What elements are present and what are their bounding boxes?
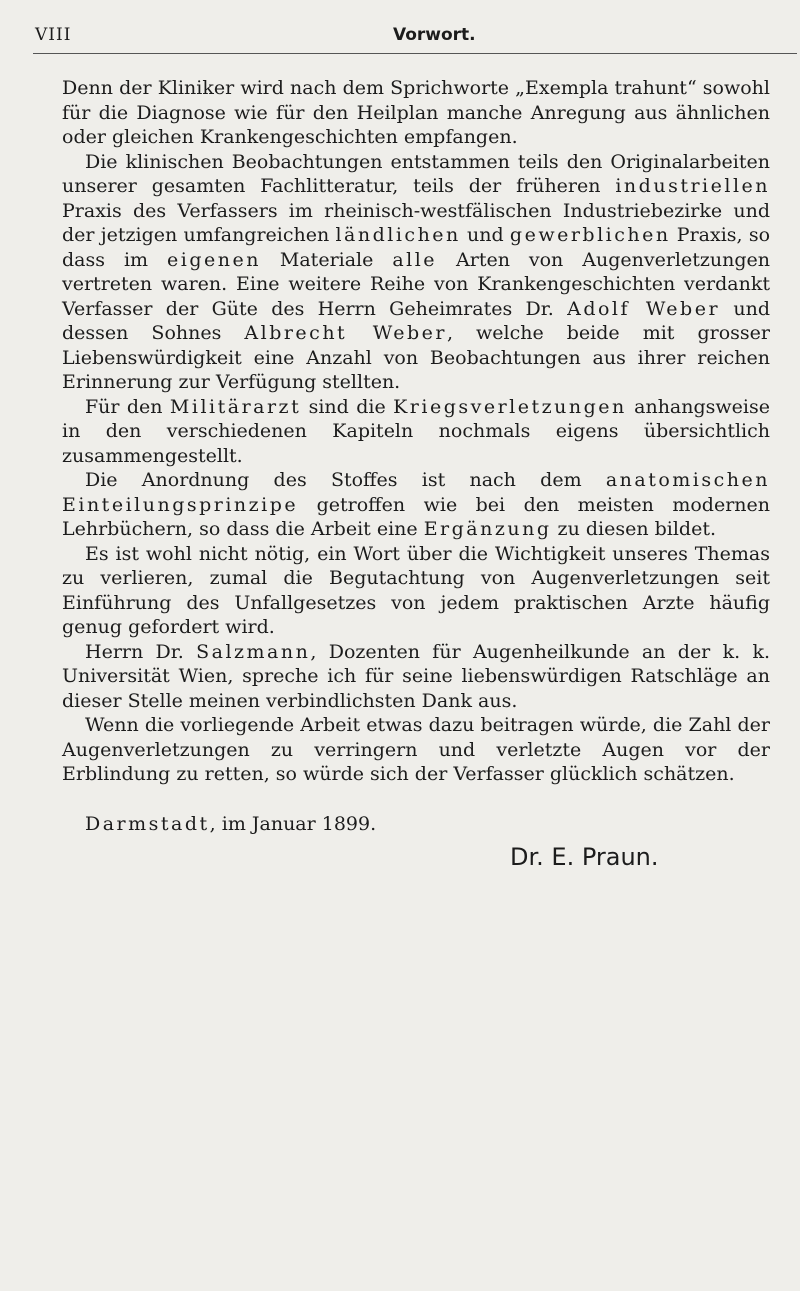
header-rule <box>33 53 797 54</box>
page-number: VIII <box>35 25 72 45</box>
emphasis: alle <box>392 248 438 271</box>
page-header <box>0 25 800 49</box>
emphasis: anatomischen Einteilungsprinzipe <box>62 469 770 516</box>
author-signature: Dr. E. Praun. <box>510 843 659 871</box>
preface-body <box>62 76 770 787</box>
person-name: Albrecht Weber <box>244 322 447 344</box>
emphasis: Kriegsverletzungen <box>393 395 627 418</box>
emphasis: gewerblichen <box>509 224 671 246</box>
running-title: Vorwort. <box>393 25 476 45</box>
person-name: Adolf Weber <box>567 297 721 320</box>
emphasis: Militärarzt <box>169 395 302 418</box>
date: , im Januar 1899. <box>209 813 377 835</box>
emphasis: eigenen <box>167 248 261 271</box>
emphasis: Ergänzung <box>423 518 552 540</box>
paragraph: Herrn Dr. Salzmann, Dozenten für Augenheilkunde an der k. k. Universität Wien, spreche ich für seine liebenswürdigen Ratschläge an dieser Stelle meinen verbindlichsten Dank aus. <box>62 640 770 712</box>
emphasis: ländlichen <box>335 224 461 246</box>
place-name: Darmstadt <box>85 813 210 835</box>
paragraph: Für den Militärarzt sind die Kriegsverletzungen anhangsweise in den verschiedenen Kapiteln nochmals eigens übersichtlich zusammengestellt. <box>62 395 770 467</box>
paragraph: Die klinischen Beobachtungen entstammen teils den Originalarbeiten unserer gesamten Fachlitteratur, teils der früheren industriellen Praxis des Verfassers im rheinisch-westfälischen Industriebezirke und der jetzigen umfangreichen ländlichen und gewerblichen Praxis, so dass im eigenen Materiale alle Arten von Augenverletzungen vertreten waren. Eine weitere Reihe von Krankengeschichten verdankt Verfasser der Güte des Herrn Geheimrates Dr. Adolf Weber und dessen Sohnes Albrecht Weber, welche beide mit grosser Liebenswürdigkeit eine Anzahl von Beobachtungen aus ihrer reichen Erinnerung zur Verfügung stellten. <box>62 150 771 393</box>
person-name: Salzmann <box>196 640 311 663</box>
paragraph: Es ist wohl nicht nötig, ein Wort über die Wichtigkeit unseres Themas zu verlieren, zumal die Begutachtung von Augenverletzungen seit Einführung des Unfallgesetzes von jedem praktischen Arzte häufig genug gefordert wird. <box>62 542 770 638</box>
paragraph: Wenn die vorliegende Arbeit etwas dazu beitragen würde, die Zahl der Augenverletzungen zu verringern und verletzte Augen vor der Erblindung zu retten, so würde sich der Verfasser glücklich schätzen. <box>62 714 770 785</box>
paragraph: Die Anordnung des Stoffes ist nach dem anatomischen Einteilungsprinzipe getroffen wie bei den meisten modernen Lehrbüchern, so dass die Arbeit eine Ergänzung zu diesen bildet. <box>62 469 770 540</box>
paragraph: Denn der Kliniker wird nach dem Sprichworte „Exempla trahunt“ sowohl für die Diagnose wie für den Heilplan manche Anregung aus ähnlichen oder gleichen Krankengeschichten empfangen. <box>62 77 770 148</box>
emphasis: industriellen <box>615 175 770 197</box>
dateline <box>85 813 376 835</box>
